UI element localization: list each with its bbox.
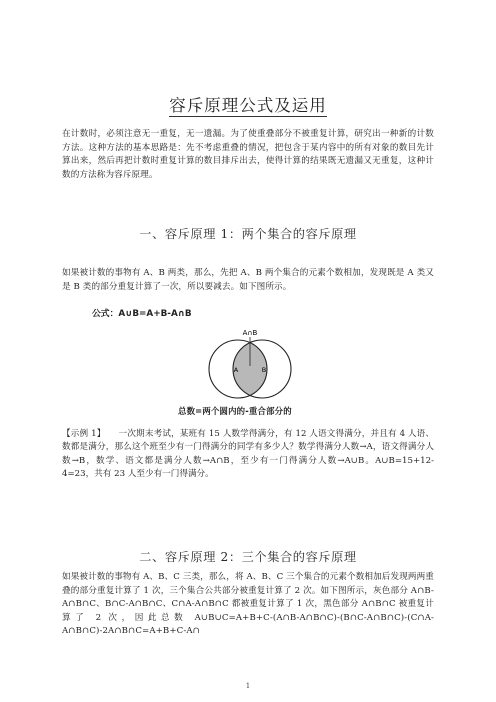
example-1: 【示例 1】 一次期末考试，某班有 15 人数学得满分，有 12 人语文得满分，并且有 4 人语、数都是满分，那么这个班至少有一门得满分的同学有多少人？数学得满分人数→A，语文得满分人数→B，数学、语文都是满分人数→A∩B，至少有一门得满分人数→A∪B。A∪B=15+12-4=23，共有 23 人至少有一门得满分。 (62, 429, 434, 480)
diagram-caption: 总数=两个圆内的-重合部分的 (178, 406, 292, 416)
document-title: 容斥原理公式及运用 (169, 96, 327, 115)
label-b: B (261, 366, 267, 374)
intro-paragraph: 在计数时，必须注意无一重复，无一遗漏。为了使重叠部分不被重复计算，研究出一种新的计数方法。这种方法的基本思路是：先不考虑重叠的情况，把包含于某内容中的所有对象的数目先计算出来，然后再把计数时重复计算的数目排斥出去，使得计算的结果既无遗漏又无重复，这种计数的方法称为容斥原理。 (62, 129, 434, 180)
section1-heading: 一、容斥原理 1：两个集合的容斥原理 (139, 227, 357, 241)
label-intersection: A∩B (242, 329, 258, 337)
section2-heading: 二、容斥原理 2：三个集合的容斥原理 (139, 550, 357, 564)
page-number: 1 (245, 682, 251, 690)
venn-diagram-two-sets (200, 326, 300, 404)
section1-paragraph: 如果被计数的事物有 A、B 两类，那么，先把 A、B 两个集合的元素个数相加，发现既是 A 类又是 B 类的部分重复计算了一次，所以要减去。如下图所示。 (62, 268, 434, 292)
label-a: A (233, 366, 239, 374)
section2-paragraph: 如果被计数的事物有 A、B、C 三类，那么，将 A、B、C 三个集合的元素个数相加后发现两两重叠的部分重复计算了 1 次，三个集合公共部分被重复计算了 2 次。如下图所示，灰色部分 A∩B-A∩B∩C、B∩C-A∩B∩C、C∩A-A∩B∩C 都被重复计算了 1 次，黑色部分 A∩B∩C 被重复计算了 2 次，因此总数 A∪B∪C=A+B+C-(A∩B-A∩B∩C)-(B∩C-A∩B∩C)-(C∩A-A∩B∩C)-2A∩B∩C=A+B+C-A∩ (62, 572, 434, 637)
formula-two-sets: 公式：A∪B=A+B-A∩B (92, 309, 192, 319)
